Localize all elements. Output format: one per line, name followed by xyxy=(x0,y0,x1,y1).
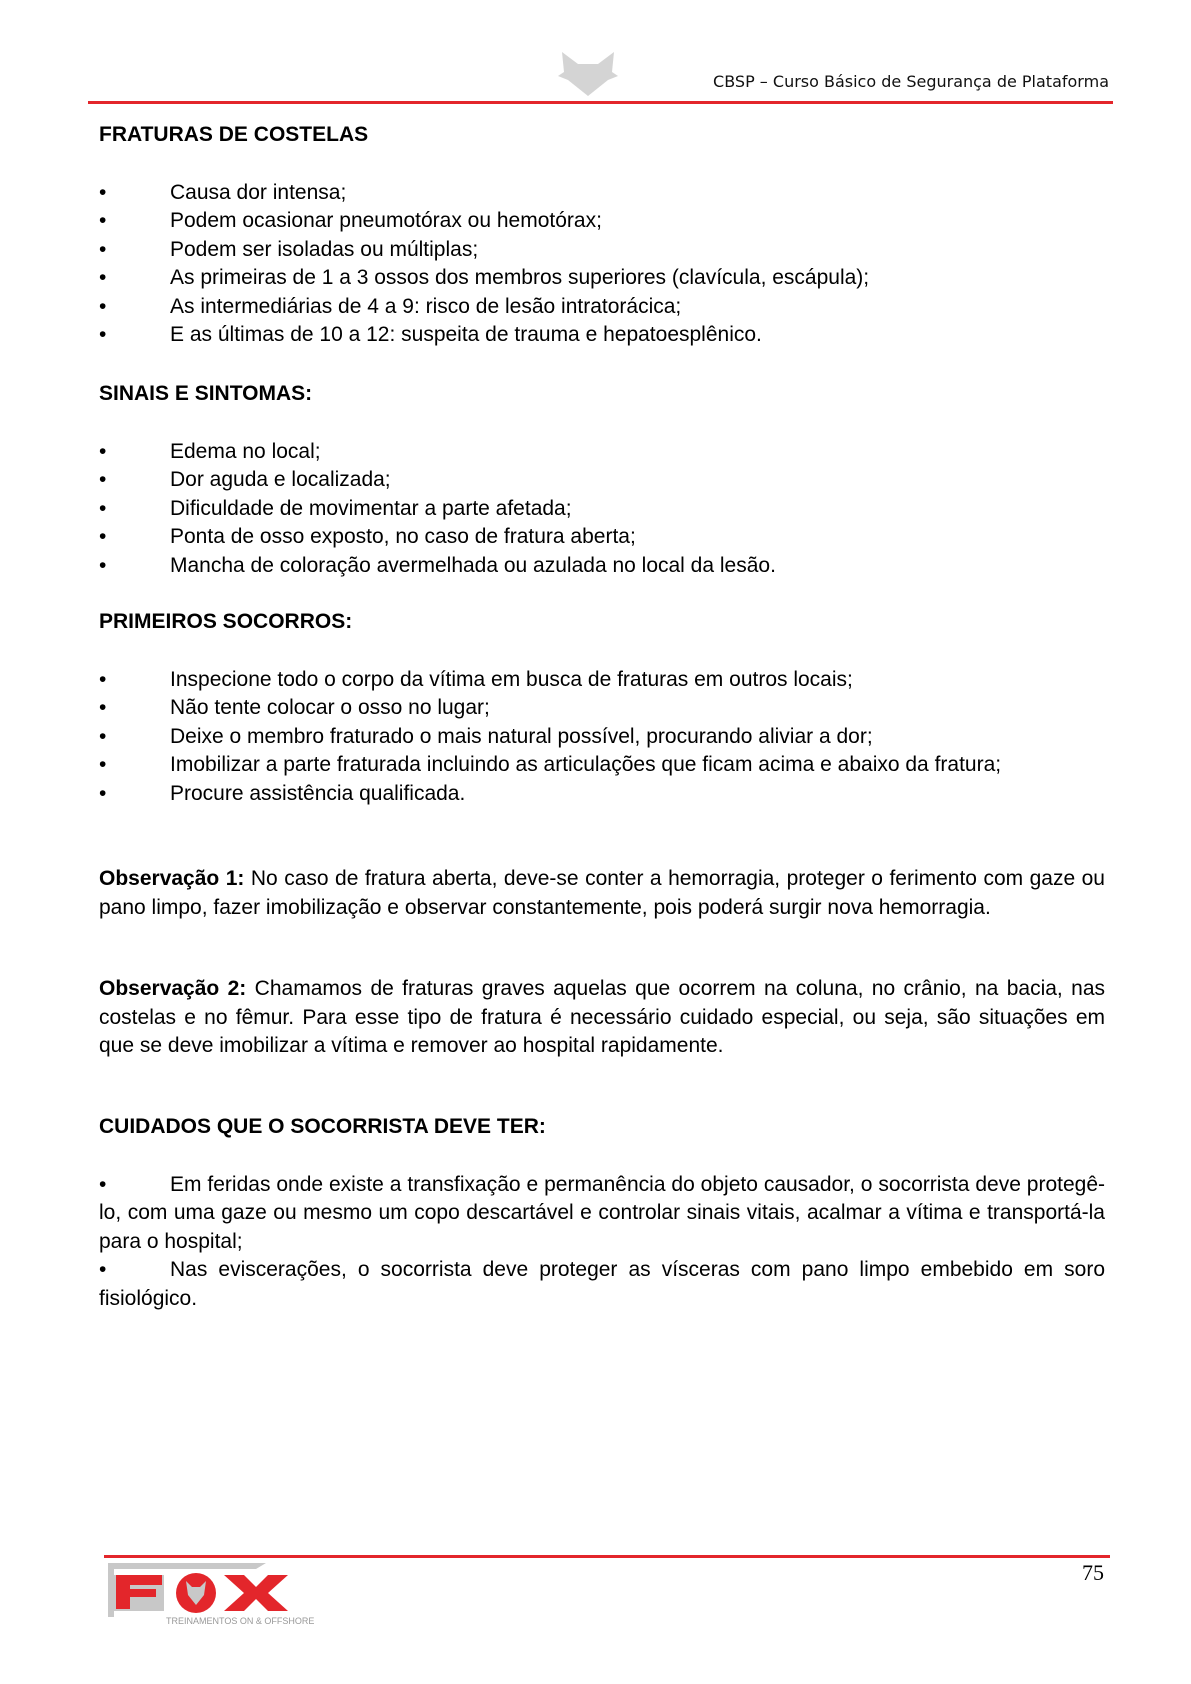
bullet-icon: • xyxy=(99,323,107,346)
list-item-text: As intermediárias de 4 a 9: risco de lesão intratorácica; xyxy=(170,294,682,318)
list-item xyxy=(99,694,1105,723)
section-heading: SINAIS E SINTOMAS: xyxy=(99,382,313,405)
list-item xyxy=(99,552,1105,581)
footer-divider xyxy=(104,1555,1110,1558)
list-item xyxy=(99,466,1105,495)
list-item xyxy=(99,780,1105,809)
list-item xyxy=(99,495,1105,524)
list-item-text: Podem ocasionar pneumotórax ou hemotórax; xyxy=(170,209,602,232)
list-item-text: Dificuldade de movimentar a parte afetada; xyxy=(170,496,572,520)
list-item-text: Ponta de osso exposto, no caso de fratura aberta; xyxy=(170,525,636,548)
section-heading: FRATURAS DE COSTELAS xyxy=(99,123,369,146)
list-item-text: As primeiras de 1 a 3 ossos dos membros superiores (clavícula, escápula); xyxy=(170,266,870,289)
list-item xyxy=(99,321,1105,350)
list-item-text: Em feridas onde existe a transfixação e permanência do objeto causador, o socorrista deve protegê-lo, com uma gaze ou mesmo um copo descartável e controlar sinais vitais, acalmar a vítima e transportá-la para o hospital; xyxy=(99,1172,1105,1253)
list-item xyxy=(99,293,1105,322)
svg-text:TREINAMENTOS ON & OFFSHORE: TREINAMENTOS ON & OFFSHORE xyxy=(166,1616,315,1626)
bullet-icon: • xyxy=(99,781,107,805)
observation-1 xyxy=(99,865,1105,922)
section-heading: PRIMEIROS SOCORROS: xyxy=(99,610,353,633)
fox-logo xyxy=(106,1561,340,1627)
list-item xyxy=(99,666,1105,695)
page-number: 75 xyxy=(1082,1560,1104,1585)
bullet-icon: • xyxy=(99,696,107,719)
observation-label: Observação 2: xyxy=(99,977,247,1000)
section-heading: CUIDADOS QUE O SOCORRISTA DEVE TER: xyxy=(99,1115,546,1138)
section-cuidados-socorrista xyxy=(99,1113,1105,1313)
bullet-icon: • xyxy=(99,496,107,520)
bullet-icon: • xyxy=(99,667,107,691)
bullet-icon: • xyxy=(99,724,107,748)
list-item-text: Inspecione todo o corpo da vítima em busca de fraturas em outros locais; xyxy=(170,667,853,691)
list-item xyxy=(99,723,1105,752)
list-item-text: Edema no local; xyxy=(170,439,321,463)
bullet-icon: • xyxy=(99,525,107,548)
document-header-title: CBSP – Curso Básico de Segurança de Plataforma xyxy=(713,72,1109,91)
list-item xyxy=(99,179,1105,208)
bullet-icon: • xyxy=(99,266,107,289)
bullet-icon: • xyxy=(99,468,107,491)
list-item-text: Causa dor intensa; xyxy=(170,180,347,204)
list-item-text: Nas eviscerações, o socorrista deve proteger as vísceras com pano limpo embebido em soro fisiológico. xyxy=(99,1258,1105,1310)
list-item xyxy=(99,1256,1105,1313)
list-item-text: E as últimas de 10 a 12: suspeita de trauma e hepatoesplênico. xyxy=(170,323,762,346)
observation-text: Chamamos de fraturas graves aquelas que ocorrem na coluna, no crânio, na bacia, nas costelas e no fêmur. Para esse tipo de fratura é necessário cuidado especial, ou seja, são situações em que se deve imobilizar a vítima e remover ao hospital rapidamente. xyxy=(99,977,1105,1057)
list-item-text: Procure assistência qualificada. xyxy=(170,781,466,805)
observation-label: Observação 1: xyxy=(99,867,245,890)
fox-head-icon xyxy=(556,50,620,98)
list-item-text: Mancha de coloração avermelhada ou azulada no local da lesão. xyxy=(170,553,776,577)
bullet-icon: • xyxy=(99,209,107,232)
bullet-icon: • xyxy=(99,180,107,204)
list-item xyxy=(99,523,1105,552)
list-item xyxy=(99,264,1105,293)
list-item xyxy=(99,751,1105,780)
list-item xyxy=(99,236,1105,265)
list-item xyxy=(99,207,1105,236)
observation-2 xyxy=(99,975,1105,1061)
bullet-icon: • xyxy=(99,753,107,776)
list-item-text: Deixe o membro fraturado o mais natural possível, procurando aliviar a dor; xyxy=(170,724,873,748)
observation-text: No caso de fratura aberta, deve-se conter a hemorragia, proteger o ferimento com gaze ou pano limpo, fazer imobilização e observar constantemente, pois poderá surgir nova hemorragia. xyxy=(99,867,1105,919)
list-item-text: Imobilizar a parte fraturada incluindo as articulações que ficam acima e abaixo da fratura; xyxy=(170,753,1002,776)
list-item-text: Podem ser isoladas ou múltiplas; xyxy=(170,237,479,261)
list-item xyxy=(99,1171,1105,1257)
header-divider xyxy=(88,101,1113,104)
section-fraturas-costelas xyxy=(99,121,1105,350)
bullet-icon: • xyxy=(99,237,107,261)
bullet-icon: • xyxy=(99,1258,107,1281)
section-sinais-sintomas xyxy=(99,380,1105,580)
bullet-icon: • xyxy=(99,294,107,318)
list-item-text: Não tente colocar o osso no lugar; xyxy=(170,696,490,719)
bullet-icon: • xyxy=(99,553,107,577)
bullet-icon: • xyxy=(99,439,107,463)
section-primeiros-socorros xyxy=(99,608,1105,808)
list-item xyxy=(99,438,1105,467)
list-item-text: Dor aguda e localizada; xyxy=(170,468,391,491)
bullet-icon: • xyxy=(99,1172,107,1196)
